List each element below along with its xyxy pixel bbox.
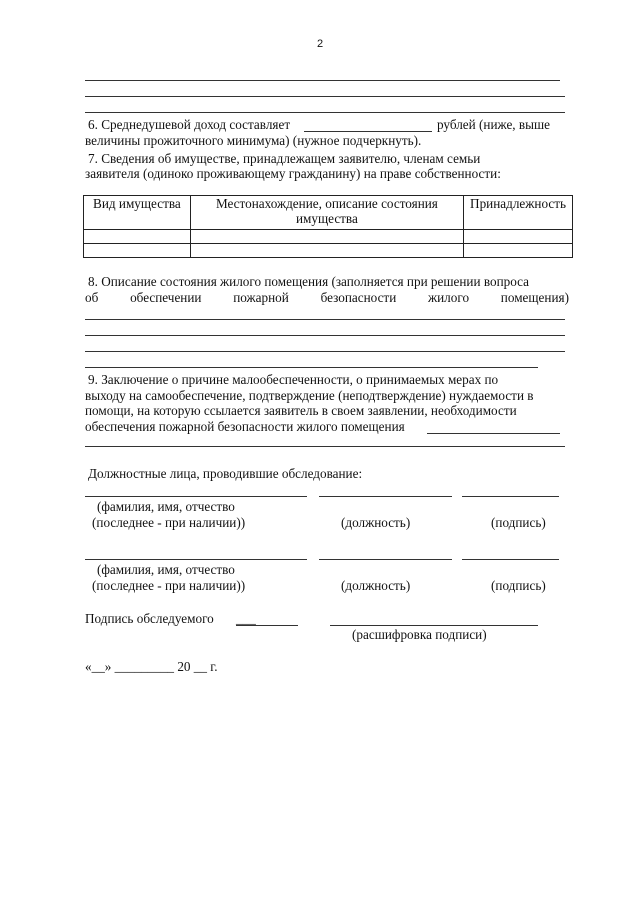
signature-line-name <box>85 496 307 497</box>
item8-line1: 8. Описание состояния жилого помещения (заполняется при решении вопроса <box>88 274 530 289</box>
blank-line <box>85 367 538 368</box>
property-table <box>83 195 573 258</box>
table-cell[interactable] <box>84 244 191 258</box>
item6-line2: величины прожиточного минимума) (нужное подчеркнуть). <box>85 133 422 148</box>
table-cell[interactable] <box>190 230 463 244</box>
item6-line1-end: рублей (ниже, выше <box>437 117 550 132</box>
name-caption: (фамилия, имя, отчество <box>97 499 235 514</box>
item9-line2: выходу на самообеспечение, подтверждение (неподтверждение) нуждаемости в <box>85 388 534 403</box>
column-header: Местонахождение, описание состояния имущества <box>190 196 463 230</box>
item9-line1: 9. Заключение о причине малообеспеченности, о принимаемых мерах по <box>88 372 499 387</box>
item8-word: жилого <box>428 290 470 305</box>
table-header-row <box>84 196 573 230</box>
item9-line3: помощи, на которую ссылается заявитель в своем заявлении, необходимости <box>85 403 517 418</box>
subject-signature-label: Подпись обследуемого <box>85 611 214 626</box>
name-caption: (последнее - при наличии)) <box>92 578 246 593</box>
column-header: Принадлежность <box>464 196 573 230</box>
table-cell[interactable] <box>464 244 573 258</box>
item8-word: обеспечении <box>130 290 202 305</box>
signature-line-position <box>319 496 452 497</box>
position-caption: (должность) <box>341 515 411 530</box>
blank-line <box>85 335 565 336</box>
blank-line <box>85 96 565 97</box>
officials-title: Должностные лица, проводившие обследование: <box>88 466 363 481</box>
item7-line1: 7. Сведения об имуществе, принадлежащем заявителю, членам семьи <box>88 151 481 166</box>
table-row <box>84 244 573 258</box>
item9-line4: обеспечения пожарной безопасности жилого помещения <box>85 419 405 434</box>
signature-line-signature <box>462 496 559 497</box>
table-cell[interactable] <box>190 244 463 258</box>
blank-line <box>85 351 565 352</box>
position-caption: (должность) <box>341 578 411 593</box>
blank-line <box>85 112 565 113</box>
item8-word: пожарной <box>233 290 289 305</box>
signature-line-signature <box>462 559 559 560</box>
item7-line2: заявителя (одиноко проживающему гражданину) на праве собственности: <box>85 166 501 181</box>
signature-decoding-line <box>330 625 538 626</box>
column-header: Вид имущества <box>84 196 191 230</box>
page-number: 2 <box>316 38 324 50</box>
signature-line-name <box>85 559 307 560</box>
name-caption: (фамилия, имя, отчество <box>97 562 235 577</box>
table-cell[interactable] <box>464 230 573 244</box>
name-caption: (последнее - при наличии)) <box>92 515 246 530</box>
blank-line <box>85 446 565 447</box>
item8-word: безопасности <box>320 290 397 305</box>
table-row <box>84 230 573 244</box>
item8-line2 <box>85 290 569 306</box>
blank-line <box>85 80 560 81</box>
signature-caption: (подпись) <box>491 578 546 593</box>
subject-signature-underscore: ___ <box>236 611 256 626</box>
income-blank <box>304 131 432 132</box>
item6-line1-start: 6. Среднедушевой доход составляет <box>88 117 291 132</box>
table-cell[interactable] <box>84 230 191 244</box>
conclusion-blank <box>427 433 560 434</box>
signature-line-position <box>319 559 452 560</box>
decoding-caption: (расшифровка подписи) <box>352 627 487 642</box>
date-line: «__» _________ 20 __ г. <box>85 659 218 674</box>
blank-line <box>85 319 565 320</box>
signature-caption: (подпись) <box>491 515 546 530</box>
subject-signature-line <box>236 625 298 626</box>
item8-word: помещения) <box>500 290 569 305</box>
item8-word: об <box>85 290 99 305</box>
